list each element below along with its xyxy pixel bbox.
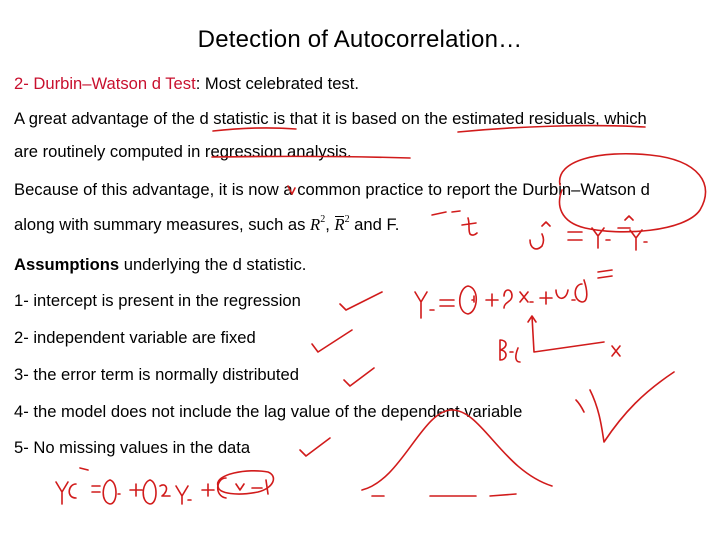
checkmark-assumption-4-small <box>576 400 584 412</box>
paragraph1-line1: A great advantage of the d statistic is that it is based on the estimated residuals, which <box>14 109 647 128</box>
r-squared: $R^2$ <box>310 214 326 234</box>
paragraph2-line2-text: along with summary measures, such as <box>14 215 311 234</box>
assumption-item: 4- the model does not include the lag value of the dependent variable <box>14 402 523 421</box>
paragraph2-line2 <box>14 215 399 235</box>
comma-separator: , <box>325 215 335 234</box>
checkmark-assumption-5 <box>300 438 330 456</box>
assumption-item: 1- intercept is present in the regression <box>14 291 301 310</box>
test-heading-desc: : Most celebrated test. <box>195 74 359 93</box>
checkmark-assumption-1 <box>340 292 382 310</box>
checkmark-assumption-2 <box>312 330 352 352</box>
test-heading-name: 2- Durbin–Watson d Test <box>14 74 196 93</box>
handwritten-t <box>462 218 477 235</box>
paragraph2-line1: Because of this advantage, it is now a common practice to report the Durbin–Watson d <box>14 180 650 199</box>
handwritten-regression-equation <box>415 270 612 318</box>
normal-curve-sketch <box>362 410 552 490</box>
paragraph1-line2: are routinely computed in regression analysis. <box>14 142 352 161</box>
handwritten-residual-formula <box>530 216 647 250</box>
circle-lag-term <box>218 471 274 494</box>
assumption-item: 3- the error term is normally distributed <box>14 365 299 384</box>
slide-title: Detection of Autocorrelation… <box>197 26 523 53</box>
adjusted-r-squared: $R^2$ <box>334 214 350 234</box>
curve-baseline <box>372 494 516 496</box>
test-heading-line <box>14 74 359 94</box>
dash-marks <box>432 211 460 215</box>
assumptions-heading-rest: underlying the d statistic. <box>119 255 307 274</box>
assumption-item: 2- independent variable are fixed <box>14 328 256 347</box>
paragraph2-line2-end: and F. <box>349 215 400 234</box>
checkmark-assumption-4-large <box>590 372 674 442</box>
assumption-item: 5- No missing values in the data <box>14 438 251 457</box>
handwritten-beta1-label <box>500 340 520 362</box>
checkmark-assumption-3 <box>344 368 374 386</box>
handwritten-axis-sketch <box>528 316 620 356</box>
assumptions-heading-bold: Assumptions <box>14 255 120 274</box>
assumptions-heading <box>14 255 306 275</box>
handwritten-bottom-equation <box>56 468 268 504</box>
